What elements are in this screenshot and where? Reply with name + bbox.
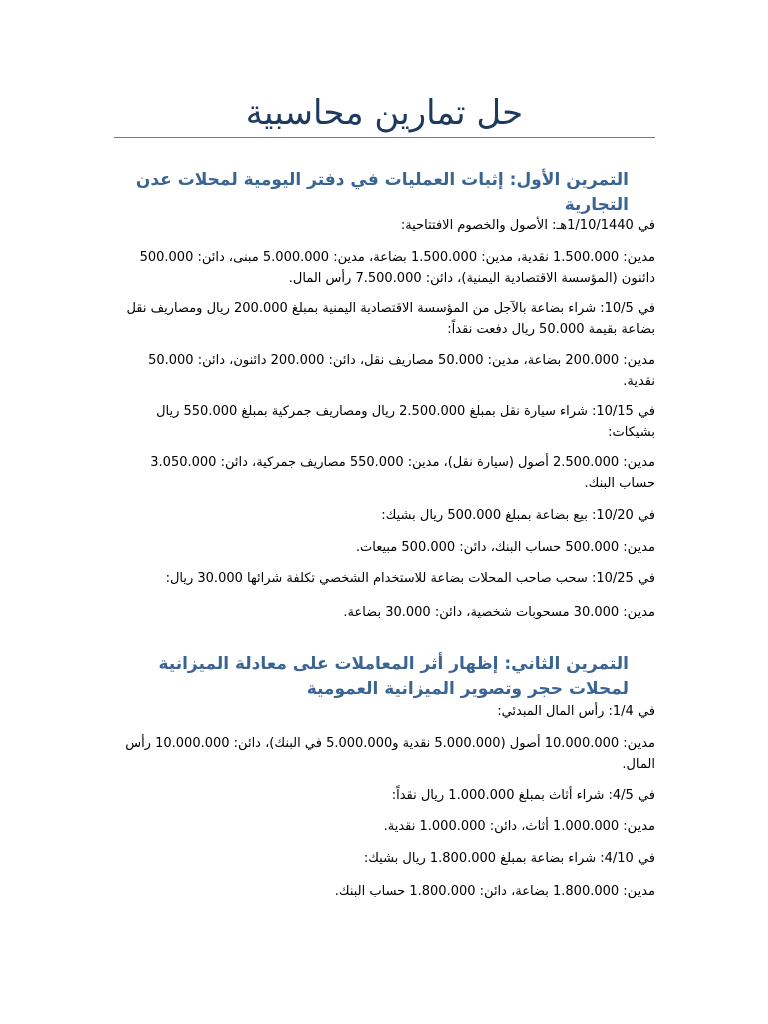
exercise-1-paragraph: في 10/5: شراء بضاعة بالآجل من المؤسسة الاقتصادية اليمنية بمبلغ 200.000 ريال ومصاريف نقل بضاعة بقيمة 50.000 ريال دفعت نقداً: bbox=[126, 301, 655, 337]
exercise-1-paragraph: مدين: 200.000 بضاعة، مدين: 50.000 مصاريف نقل، دائن: 200.000 دائنون، دائن: 50.000 نقدية. bbox=[148, 353, 655, 389]
exercise-1-paragraph: مدين: 500.000 حساب البنك، دائن: 500.000 مبيعات. bbox=[355, 540, 655, 555]
page-title: حل تمارين محاسبية bbox=[245, 93, 524, 133]
title-divider bbox=[114, 137, 655, 138]
exercise-2-paragraph: في 1/4: رأس المال المبدئي: bbox=[497, 704, 655, 719]
exercise-1-paragraph: في 10/25: سحب صاحب المحلات بضاعة للاستخدام الشخصي تكلفة شرائها 30.000 ريال: bbox=[165, 571, 655, 586]
exercise-2-paragraph: مدين: 1.000.000 أثاث، دائن: 1.000.000 نقدية. bbox=[383, 819, 655, 834]
exercise-2-paragraph: في 4/5: شراء أثاث بمبلغ 1.000.000 ريال نقداً: bbox=[391, 788, 655, 803]
exercise-1-paragraph: مدين: 2.500.000 أصول (سيارة نقل)، مدين: 550.000 مصاريف جمركية، دائن: 3.050.000 حساب البنك. bbox=[150, 455, 655, 491]
exercise-1-paragraph: في 10/20: بيع بضاعة بمبلغ 500.000 ريال بشيك: bbox=[381, 508, 655, 523]
exercise-2-paragraph: مدين: 1.800.000 بضاعة، دائن: 1.800.000 حساب البنك. bbox=[334, 884, 655, 899]
exercise-2-paragraph: في 4/10: شراء بضاعة بمبلغ 1.800.000 ريال بشيك: bbox=[363, 851, 655, 866]
exercise-1-paragraph: مدين: 30.000 مسحوبات شخصية، دائن: 30.000 بضاعة. bbox=[343, 605, 655, 620]
exercise-2-paragraph: مدين: 10.000.000 أصول (5.000.000 نقدية و5.000.000 في البنك)، دائن: 10.000.000 رأس المال. bbox=[125, 736, 655, 772]
exercise-1-paragraph: في 1/10/1440هـ: الأصول والخصوم الافتتاحية: bbox=[400, 218, 655, 233]
exercise-1-paragraph: في 10/15: شراء سيارة نقل بمبلغ 2.500.000 ريال ومصاريف جمركية بمبلغ 550.000 ريال بشيكات: bbox=[156, 404, 655, 440]
document-page bbox=[114, 0, 655, 1024]
exercise-1-heading: التمرين الأول: إثبات العمليات في دفتر اليومية لمحلات عدن التجارية bbox=[135, 170, 629, 215]
exercise-1-paragraph: مدين: 1.500.000 نقدية، مدين: 1.500.000 بضاعة، مدين: 5.000.000 مبنى، دائن: 500.000 دائنون (المؤسسة الاقتصادية اليمنية)، دائن: 7.500.000 رأس المال. bbox=[139, 250, 655, 286]
exercise-2-heading: التمرين الثاني: إظهار أثر المعاملات على معادلة الميزانية لمحلات حجر وتصوير الميزانية العمومية bbox=[158, 654, 629, 699]
